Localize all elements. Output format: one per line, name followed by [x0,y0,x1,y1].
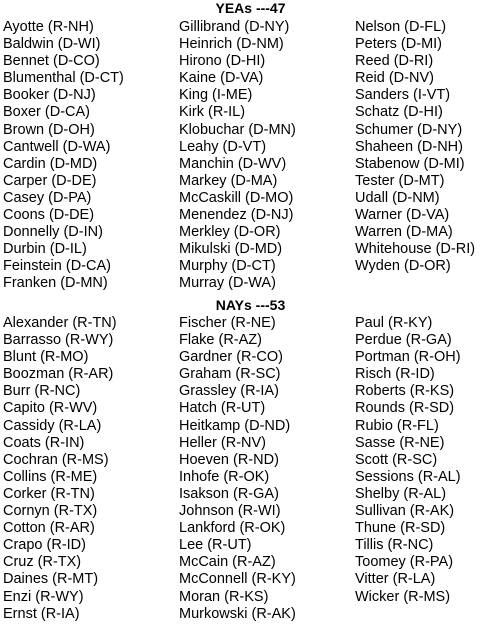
senator-name: Alexander (R-TN) [3,315,117,331]
senator-name: Donnelly (D-IN) [3,224,103,241]
senator-name: Lankford (R-OK) [179,520,286,537]
senator-name: Daines (R-MT) [3,571,99,588]
senator-name: Lee (R-UT) [179,537,252,554]
senator-name: Wicker (R-MS) [355,588,451,605]
senator-name: Boozman (R-AR) [3,366,114,383]
nays-heading: NAYs ---53 [215,297,286,313]
senator-name: Carper (D-DE) [3,172,97,189]
senator-name: Cardin (D-MD) [3,155,98,172]
senator-name: Udall (D-NM) [355,189,440,206]
senator-name: Kaine (D-VA) [179,70,264,87]
senator-name: Fischer (R-NE) [179,315,276,331]
senator-name: Merkley (D-OR) [179,224,281,241]
senator-name: Blumenthal (D-CT) [3,70,124,87]
senator-name: Roberts (R-KS) [355,383,455,400]
senator-name: Perdue (R-GA) [355,332,452,349]
senator-name: Nelson (D-FL) [355,19,447,35]
senator-name: Ernst (R-IA) [3,605,80,622]
senator-name: Grassley (R-IA) [179,383,279,400]
senator-name: Whitehouse (D-RI) [355,241,476,258]
senator-name: Murphy (D-CT) [179,258,276,275]
senator-name: Shaheen (D-NH) [355,138,463,155]
senator-name: McCaskill (D-MO) [179,189,294,206]
senator-name: Cornyn (R-TX) [3,503,98,520]
senator-name: Tester (D-MT) [355,172,445,189]
senator-name: Paul (R-KY) [355,315,433,331]
senator-name: Peters (D-MI) [355,36,442,53]
senator-name: Menendez (D-NJ) [179,207,294,224]
senator-name: Sessions (R-AL) [355,468,461,485]
senator-name: Hoeven (R-ND) [179,451,279,468]
senator-name: Moran (R-KS) [179,588,269,605]
senator-name: Vitter (R-LA) [355,571,436,588]
senator-name: Hirono (D-HI) [179,53,266,70]
senator-name: Toomey (R-PA) [355,554,454,571]
senator-name: Ayotte (R-NH) [3,19,94,35]
yeas-column-3 [355,19,475,275]
senator-name: Cruz (R-TX) [3,554,82,571]
senator-name: Feinstein (D-CA) [3,258,111,275]
senator-name: Sasse (R-NE) [355,434,445,451]
senator-name: Heinrich (D-NM) [179,36,284,53]
senator-name: Cassidy (R-LA) [3,417,102,434]
senator-name: Shelby (R-AL) [355,485,447,502]
senator-name: Cotton (R-AR) [3,520,95,537]
senator-name: Scott (R-SC) [355,451,438,468]
senator-name: Capito (R-WV) [3,400,98,417]
senator-name: Rubio (R-FL) [355,417,439,434]
senator-name: Collins (R-ME) [3,468,98,485]
senator-name: Reed (D-RI) [355,53,434,70]
senator-name: Franken (D-MN) [3,275,108,292]
senator-name: Schumer (D-NY) [355,121,463,138]
senator-name: Murkowski (R-AK) [179,605,296,622]
senator-name: Reid (D-NV) [355,70,434,87]
senator-name: Gillibrand (D-NY) [179,19,290,35]
senator-name: Klobuchar (D-MN) [179,121,296,138]
senator-name: Blunt (R-MO) [3,349,89,366]
senator-name: Warner (D-VA) [355,207,450,224]
senator-name: Isakson (R-GA) [179,485,279,502]
senator-name: Gardner (R-CO) [179,349,283,366]
senator-name: Sanders (I-VT) [355,87,451,104]
senator-name: Mikulski (D-MD) [179,241,283,258]
senator-name: Murray (D-WA) [179,275,276,292]
senator-name: Cantwell (D-WA) [3,138,111,155]
senator-name: Burr (R-NC) [3,383,81,400]
senator-name: Graham (R-SC) [179,366,281,383]
senator-name: Coons (D-DE) [3,207,95,224]
senator-name: Crapo (R-ID) [3,537,86,554]
senator-name: Coats (R-IN) [3,434,85,451]
senator-name: Enzi (R-WY) [3,588,84,605]
nays-column-2 [179,315,296,623]
senator-name: Rounds (R-SD) [355,400,455,417]
senator-name: Bennet (D-CO) [3,53,100,70]
senator-name: Thune (R-SD) [355,520,446,537]
senator-name: Risch (R-ID) [355,366,435,383]
senator-name: Portman (R-OH) [355,349,461,366]
senator-name: Schatz (D-HI) [355,104,443,121]
senator-name: Wyden (D-OR) [355,258,451,275]
senator-name: King (I-ME) [179,87,253,104]
senator-name: Johnson (R-WI) [179,503,281,520]
senator-name: Manchin (D-WV) [179,155,287,172]
senator-name: Stabenow (D-MI) [355,155,465,172]
senator-name: Brown (D-OH) [3,121,95,138]
senator-name: McConnell (R-KY) [179,571,296,588]
senator-name: Boxer (D-CA) [3,104,91,121]
senator-name: Baldwin (D-WI) [3,36,101,53]
yeas-column-2 [179,19,296,293]
senator-name: Durbin (D-IL) [3,241,87,258]
senator-name: Tillis (R-NC) [355,537,434,554]
senator-name: Sullivan (R-AK) [355,503,455,520]
nays-column-3 [355,315,461,606]
senator-name: McCain (R-AZ) [179,554,276,571]
senator-name: Heitkamp (D-ND) [179,417,291,434]
yeas-column-1 [3,19,124,293]
senator-name: Heller (R-NV) [179,434,266,451]
senator-name: Kirk (R-IL) [179,104,246,121]
yeas-heading: YEAs ---47 [215,0,286,16]
senator-name: Warren (D-MA) [355,224,453,241]
senator-name: Casey (D-PA) [3,189,92,206]
senator-name: Inhofe (R-OK) [179,468,270,485]
senator-name: Hatch (R-UT) [179,400,266,417]
senator-name: Markey (D-MA) [179,172,278,189]
nays-column-1 [3,315,117,623]
senator-name: Cochran (R-MS) [3,451,109,468]
senator-name: Barrasso (R-WY) [3,332,114,349]
senator-name: Flake (R-AZ) [179,332,262,349]
senator-name: Corker (R-TN) [3,485,95,502]
senator-name: Leahy (D-VT) [179,138,267,155]
senator-name: Booker (D-NJ) [3,87,96,104]
